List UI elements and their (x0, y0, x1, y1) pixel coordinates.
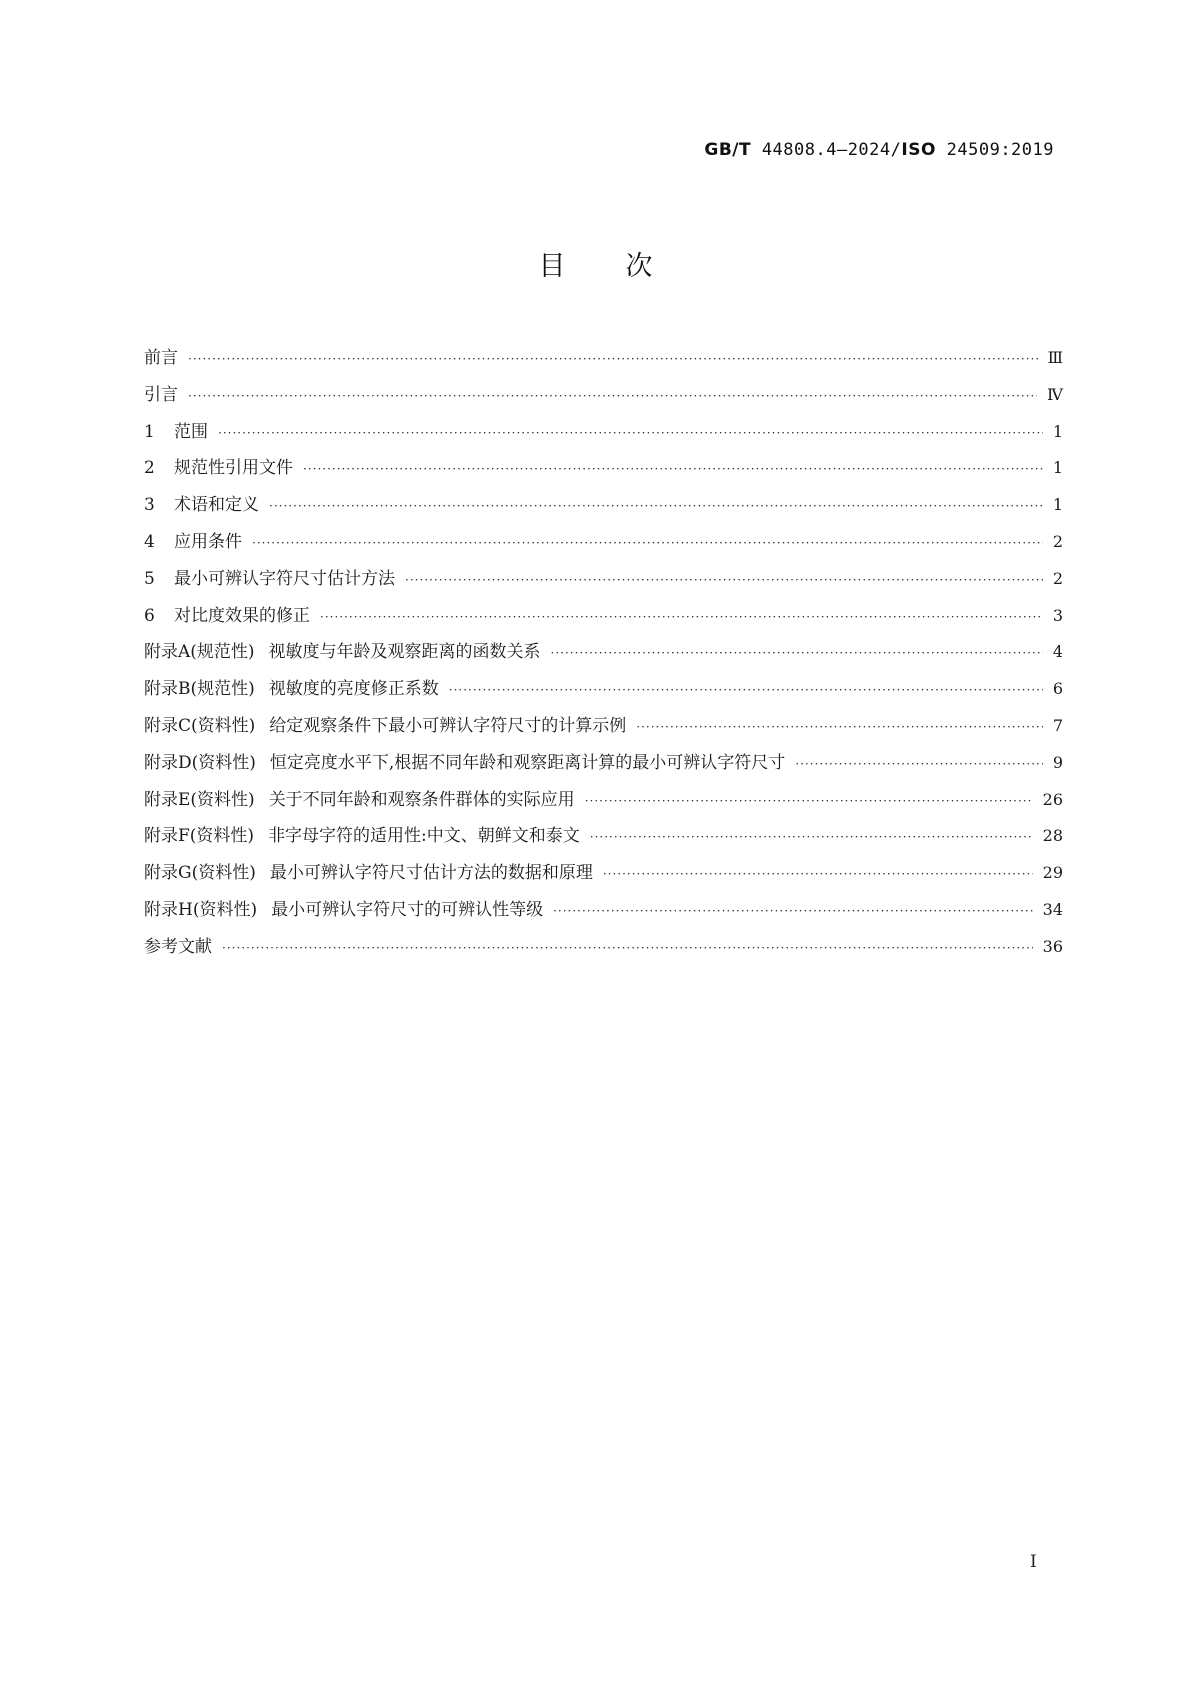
toc-leader (590, 830, 1033, 844)
annex-type: 附录D(资料性) (144, 752, 256, 773)
toc-entry-label: 引言 (144, 384, 178, 405)
toc-entry-page: 2 (1052, 568, 1063, 588)
toc-leader (551, 646, 1043, 660)
standard-code-suffix: 24509:2019 (935, 140, 1054, 160)
toc-entry-number: 4 (144, 531, 155, 552)
toc-leader (449, 683, 1043, 697)
toc-entry-label: 术语和定义 (174, 495, 259, 516)
toc-entry-label (144, 637, 541, 662)
toc-entry-label (144, 711, 626, 736)
toc-entry-page: Ⅲ (1047, 348, 1063, 367)
toc-entry-label (144, 748, 785, 773)
toc-entry-label: 最小可辨认字符尺寸估计方法 (174, 568, 395, 589)
toc-entry-annex[interactable] (144, 821, 1063, 858)
toc-entry-label (144, 821, 580, 846)
annex-title: 关于不同年龄和观察条件群体的实际应用 (268, 789, 575, 810)
standard-code-iso: ISO (901, 140, 936, 160)
annex-title: 恒定亮度水平下,根据不同年龄和观察距离计算的最小可辨认字符尺寸 (269, 752, 786, 773)
toc-entry-page: 36 (1042, 936, 1063, 956)
toc-leader (636, 720, 1043, 734)
toc-entry-label: 前言 (144, 348, 178, 368)
toc-entry-annex[interactable] (144, 785, 1063, 822)
annex-title: 视敏度与年龄及观察距离的函数关系 (268, 642, 541, 663)
toc-leader (603, 867, 1033, 881)
toc-entry-page: 4 (1052, 642, 1063, 662)
toc-entry-label (144, 674, 439, 699)
toc-entry-page: 26 (1042, 789, 1063, 809)
annex-type: 附录E(资料性) (144, 789, 255, 810)
toc-entry-label (144, 785, 575, 810)
annex-title: 视敏度的亮度修正系数 (268, 679, 439, 700)
toc-leader (320, 610, 1043, 624)
annex-title: 最小可辨认字符尺寸估计方法的数据和原理 (269, 863, 593, 884)
standard-code-prefix: GB/T (704, 140, 752, 160)
toc-entry-label: 应用条件 (174, 531, 242, 552)
toc-leader (218, 426, 1043, 440)
annex-type: 附录H(资料性) (144, 899, 258, 920)
toc-leader (222, 941, 1033, 955)
toc-entry[interactable] (144, 527, 1063, 564)
toc-entry-label: 对比度效果的修正 (174, 605, 310, 626)
toc-leader (795, 757, 1043, 771)
toc-entry[interactable] (144, 343, 1063, 380)
annex-title: 给定观察条件下最小可辨认字符尺寸的计算示例 (269, 715, 627, 736)
toc-entry-page: 28 (1042, 826, 1063, 846)
annex-title: 最小可辨认字符尺寸的可辨认性等级 (271, 899, 544, 920)
annex-type: 附录G(资料性) (144, 863, 256, 884)
table-of-contents (144, 343, 1063, 969)
toc-leader (405, 573, 1043, 587)
toc-entry-page: 1 (1052, 421, 1063, 441)
toc-entry-annex[interactable] (144, 895, 1063, 932)
toc-entry-label (144, 895, 543, 920)
toc-entry-number: 1 (144, 421, 155, 442)
toc-leader (585, 794, 1033, 808)
toc-entry-label: 参考文献 (144, 936, 212, 957)
toc-entry-annex[interactable] (144, 711, 1063, 748)
toc-entry-page: 9 (1052, 752, 1063, 772)
standard-code (704, 140, 1054, 160)
toc-entry-page: 29 (1042, 863, 1063, 883)
annex-type: 附录F(资料性) (144, 826, 255, 847)
annex-type: 附录B(规范性) (144, 679, 255, 700)
toc-entry-page: 34 (1042, 899, 1063, 919)
toc-entry[interactable] (144, 417, 1063, 454)
page-number: I (1030, 1552, 1037, 1572)
annex-title: 非字母字符的适用性:中文、朝鲜文和泰文 (268, 826, 580, 847)
toc-leader (252, 536, 1043, 550)
toc-leader (188, 389, 1037, 403)
annex-type: 附录A(规范性) (144, 642, 255, 663)
toc-entry-label (144, 858, 593, 883)
toc-entry-annex[interactable] (144, 637, 1063, 674)
toc-entry[interactable] (144, 601, 1063, 638)
toc-leader (269, 499, 1043, 513)
standard-code-mid: 44808.4—2024/ (751, 140, 902, 160)
page-title: 目次 (538, 251, 713, 282)
toc-entry-label: 规范性引用文件 (174, 458, 293, 479)
toc-entry[interactable] (144, 380, 1063, 417)
toc-entry-annex[interactable] (144, 748, 1063, 785)
toc-entry-annex[interactable] (144, 858, 1063, 895)
annex-type: 附录C(资料性) (144, 715, 256, 736)
toc-entry-number: 2 (144, 458, 155, 479)
toc-entry-number: 6 (144, 605, 155, 626)
toc-entry-page: 3 (1052, 605, 1063, 625)
toc-entry-annex[interactable] (144, 674, 1063, 711)
toc-entry[interactable] (144, 490, 1063, 527)
toc-entry[interactable] (144, 564, 1063, 601)
toc-leader (188, 352, 1038, 366)
toc-entry-page: Ⅳ (1047, 384, 1063, 404)
toc-leader (303, 462, 1043, 476)
toc-entry-page: 7 (1052, 715, 1063, 735)
toc-entry-label: 范围 (174, 421, 208, 442)
toc-entry[interactable] (144, 453, 1063, 490)
toc-entry-page: 6 (1052, 679, 1063, 699)
toc-entry-page: 1 (1052, 495, 1063, 515)
toc-entry[interactable] (144, 932, 1063, 969)
toc-leader (553, 904, 1033, 918)
toc-entry-number: 5 (144, 568, 155, 589)
toc-entry-page: 1 (1052, 458, 1063, 478)
toc-entry-page: 2 (1052, 531, 1063, 551)
toc-entry-number: 3 (144, 495, 155, 516)
